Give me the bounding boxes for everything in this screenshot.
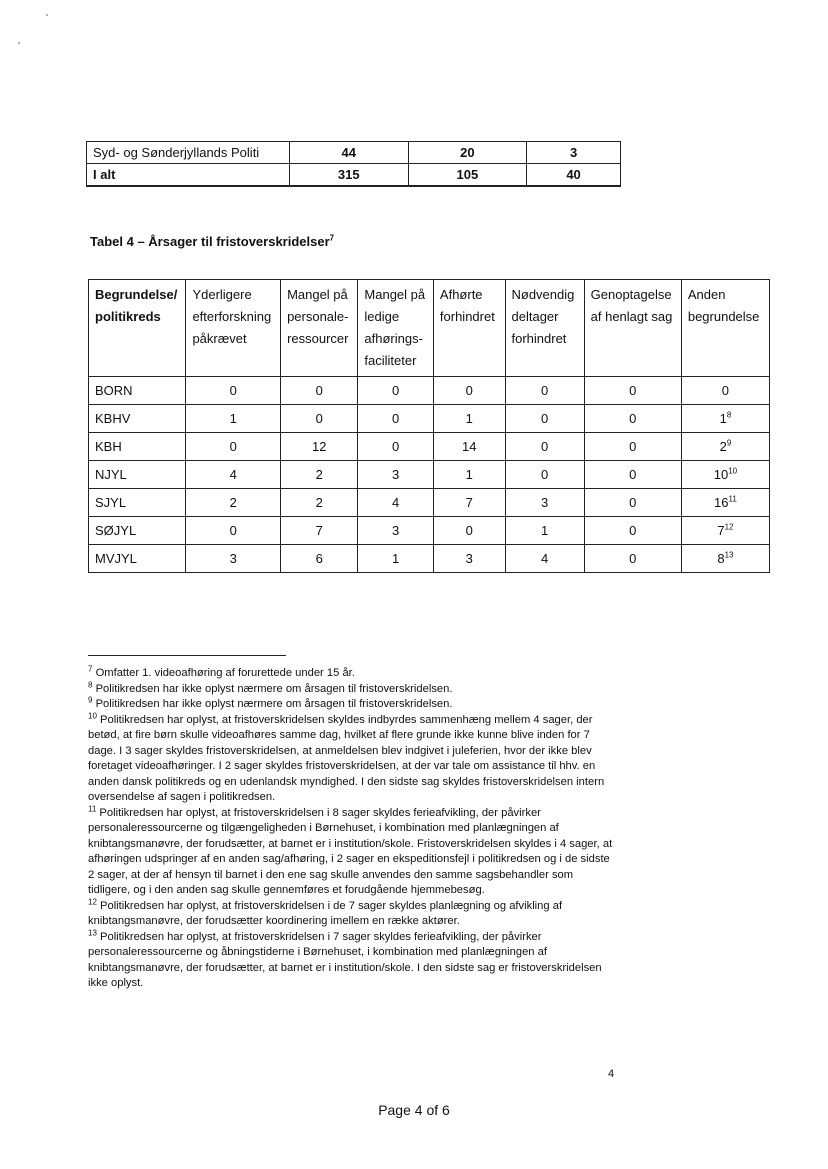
- cell-value: 0: [584, 405, 681, 433]
- cell-value: 44: [290, 142, 409, 164]
- cell-value: 105: [408, 164, 527, 187]
- column-header: Yderligere efterforskning påkrævet: [186, 280, 281, 377]
- page-footer: Page 4 of 6: [378, 1102, 450, 1118]
- column-header: Genoptagelse af henlagt sag: [584, 280, 681, 377]
- cell-value: 1: [433, 461, 505, 489]
- cell-value: 0: [584, 461, 681, 489]
- cell-value: 4: [358, 489, 434, 517]
- footnote-text: Omfatter 1. videoafhøring af forurettede under 15 år.: [95, 667, 355, 679]
- footnote-ref: 9: [726, 438, 732, 448]
- cell-value: 0: [433, 517, 505, 545]
- police-district: MVJYL: [89, 545, 186, 573]
- table-row: [87, 142, 621, 164]
- footnote-ref: 12: [724, 522, 734, 532]
- cell-value: 7: [281, 517, 358, 545]
- footnote-text: Politikredsen har ikke oplyst nærmere om årsagen til fristoverskridelsen.: [95, 698, 453, 710]
- cell-value: 4: [186, 461, 281, 489]
- cell-value: 0: [584, 517, 681, 545]
- cell-value: 0: [358, 433, 434, 461]
- cell-value: 3: [186, 545, 281, 573]
- cell-other-reason: [681, 461, 769, 489]
- cell-value: 0: [433, 377, 505, 405]
- cell-value: 0: [721, 383, 730, 398]
- footnote: [88, 666, 618, 682]
- police-district: KBHV: [89, 405, 186, 433]
- cell-value: 0: [584, 545, 681, 573]
- footnote-number: 12: [88, 896, 97, 906]
- cell-value: 0: [505, 461, 584, 489]
- footnote-text: Politikredsen har oplyst, at fristoverskridelsen i de 7 sager skyldes planlægning og afvikling af knibtangsmanøvre, der forudsætter koordinering imellem en række aktører.: [88, 899, 563, 927]
- cell-value: 0: [584, 489, 681, 517]
- column-header: Anden begrundelse: [681, 280, 769, 377]
- cell-value: 3: [433, 545, 505, 573]
- cell-value: 2: [186, 489, 281, 517]
- footnotes: [88, 666, 618, 992]
- table-row: [89, 545, 770, 573]
- police-district: SØJYL: [89, 517, 186, 545]
- total-row: [87, 164, 621, 187]
- footnote-ref: 13: [724, 550, 734, 560]
- cell-other-reason: [681, 405, 769, 433]
- cell-value: 7: [433, 489, 505, 517]
- cell-value: 2: [719, 439, 727, 454]
- footnote-number: 11: [88, 803, 97, 813]
- table-row: [89, 461, 770, 489]
- cell-value: 0: [584, 433, 681, 461]
- column-header: Mangel på personale-ressourcer: [281, 280, 358, 377]
- cell-other-reason: [681, 545, 769, 573]
- page-number: 4: [608, 1068, 615, 1080]
- row-label: I alt: [87, 164, 290, 187]
- footnote-ref: 8: [726, 410, 732, 420]
- cell-value: 12: [281, 433, 358, 461]
- cell-other-reason: [681, 517, 769, 545]
- cell-value: 0: [358, 405, 434, 433]
- cell-other-reason: [681, 489, 769, 517]
- cell-value: 2: [281, 489, 358, 517]
- footnote-number: 7: [88, 664, 93, 674]
- column-header: Begrundelse/ politikreds: [89, 280, 186, 377]
- cell-value: 0: [505, 433, 584, 461]
- column-header: Mangel på ledige afhørings-faciliteter: [358, 280, 434, 377]
- footnote: [88, 896, 618, 930]
- cell-value: 14: [433, 433, 505, 461]
- cell-value: 0: [186, 433, 281, 461]
- police-district: KBH: [89, 433, 186, 461]
- footnote-text: Politikredsen har ikke oplyst nærmere om årsagen til fristoverskridelsen.: [95, 682, 453, 695]
- cell-value: 0: [358, 377, 434, 405]
- cell-value: 0: [505, 377, 584, 405]
- table-row: [89, 377, 770, 405]
- footnote-text: Politikredsen har oplyst, at fristoverskridelsen i 8 sager skyldes ferieafvikling, der påvirker personaleressourcerne og tilgængeligheden i Børnehuset, i kombination med planlægningen af knibtangsmanøvre, der forudsætter, at barnet er i institution/skole. Fristoverskridelsen skyldes i 4 sager, at afhøringen udspringer af en anden sag/afhøring, i 2 sager en ekspeditionsfejl i politikredsen og i de sidste 2 sager, at der af hensyn til barnet i den ene sag skulle anvendes den samme sagsbehandler som tidligere, og i den anden sag skulle gennemføres et forudgående hjemmebesøg.: [88, 806, 613, 896]
- cell-value: 1: [505, 517, 584, 545]
- cell-value: 6: [281, 545, 358, 573]
- footnote: [88, 710, 618, 806]
- cell-value: 2: [281, 461, 358, 489]
- cell-value: 40: [527, 164, 621, 187]
- scan-speck: [18, 42, 20, 44]
- table-row: [89, 517, 770, 545]
- reasons-table: [88, 279, 770, 573]
- cell-value: 3: [358, 517, 434, 545]
- cell-value: 0: [505, 405, 584, 433]
- footnote-number: 8: [88, 679, 93, 689]
- cell-value: 8: [717, 551, 725, 566]
- cell-value: 0: [186, 517, 281, 545]
- scan-speck: [46, 14, 48, 16]
- cell-value: 3: [358, 461, 434, 489]
- summary-table: [86, 141, 621, 187]
- cell-value: 0: [584, 377, 681, 405]
- footnote-text: Politikredsen har oplyst, at fristoverskridelsen skyldes indbyrdes sammenhæng mellem 4 sager, der betød, at fire børn skulle videoafhøres samme dag, hvilket af flere grunde ikke kunne blive inden for 7 dage. I 3 sager skyldes fristoverskridelsen, at anmeldelsen blev indgivet i juleferien, hvor der ikke blev foretaget videoafhøringer. I 2 sager skyldes fristoverskridelsen, at der var tale om assistance til hhv. en anden dansk politikreds og en udenlandsk myndighed. I den sidste sag skyldes fristoverskridelsen intern oversendelse af sagen i politikredsen.: [88, 713, 605, 803]
- cell-other-reason: [681, 377, 769, 405]
- police-district: SJYL: [89, 489, 186, 517]
- cell-value: 0: [281, 377, 358, 405]
- cell-value: 3: [505, 489, 584, 517]
- cell-value: 4: [505, 545, 584, 573]
- footnote-number: 9: [88, 695, 93, 705]
- cell-value: 1: [358, 545, 434, 573]
- row-label: Syd- og Sønderjyllands Politi: [87, 142, 290, 164]
- footnote-ref: 10: [728, 466, 738, 476]
- cell-value: 16: [714, 495, 729, 510]
- cell-value: 10: [713, 467, 729, 482]
- column-header: Nødvendig deltager forhindret: [505, 280, 584, 377]
- footnote: [88, 697, 618, 713]
- column-header: Afhørte forhindret: [433, 280, 505, 377]
- cell-value: 1: [186, 405, 281, 433]
- footnote-number: 13: [88, 927, 97, 937]
- cell-value: 1: [433, 405, 505, 433]
- footnote-ref: 7: [329, 233, 335, 243]
- cell-value: 315: [290, 164, 409, 187]
- cell-value: 1: [719, 411, 727, 426]
- table-row: [89, 405, 770, 433]
- table-row: [89, 489, 770, 517]
- cell-value: 0: [281, 405, 358, 433]
- cell-other-reason: [681, 433, 769, 461]
- cell-value: 20: [408, 142, 527, 164]
- table-row: [89, 433, 770, 461]
- cell-value: 3: [527, 142, 621, 164]
- footnote-separator: [88, 655, 286, 656]
- table-caption: Tabel 4 – Årsager til fristoverskridelser$^7$: [90, 233, 335, 249]
- cell-value: 0: [186, 377, 281, 405]
- footnote: [88, 803, 618, 899]
- footnote-ref: 11: [728, 494, 737, 504]
- footnote: [88, 679, 618, 698]
- police-district: BORN: [89, 377, 186, 405]
- footnote: [88, 927, 618, 992]
- police-district: NJYL: [89, 461, 186, 489]
- footnote-number: 10: [88, 710, 97, 720]
- footnote-text: Politikredsen har oplyst, at fristoverskridelsen i 7 sager skyldes ferieafvikling, der påvirker personaleressourcerne og åbningstiderne i Børnehuset, i kombination med planlægningen af knibtangsmanøvre, der forudsætter, at barnet er i institution/skole. I den sidste sag er fristoverskridelsen ikke oplyst.: [88, 930, 602, 989]
- cell-value: 7: [717, 523, 725, 538]
